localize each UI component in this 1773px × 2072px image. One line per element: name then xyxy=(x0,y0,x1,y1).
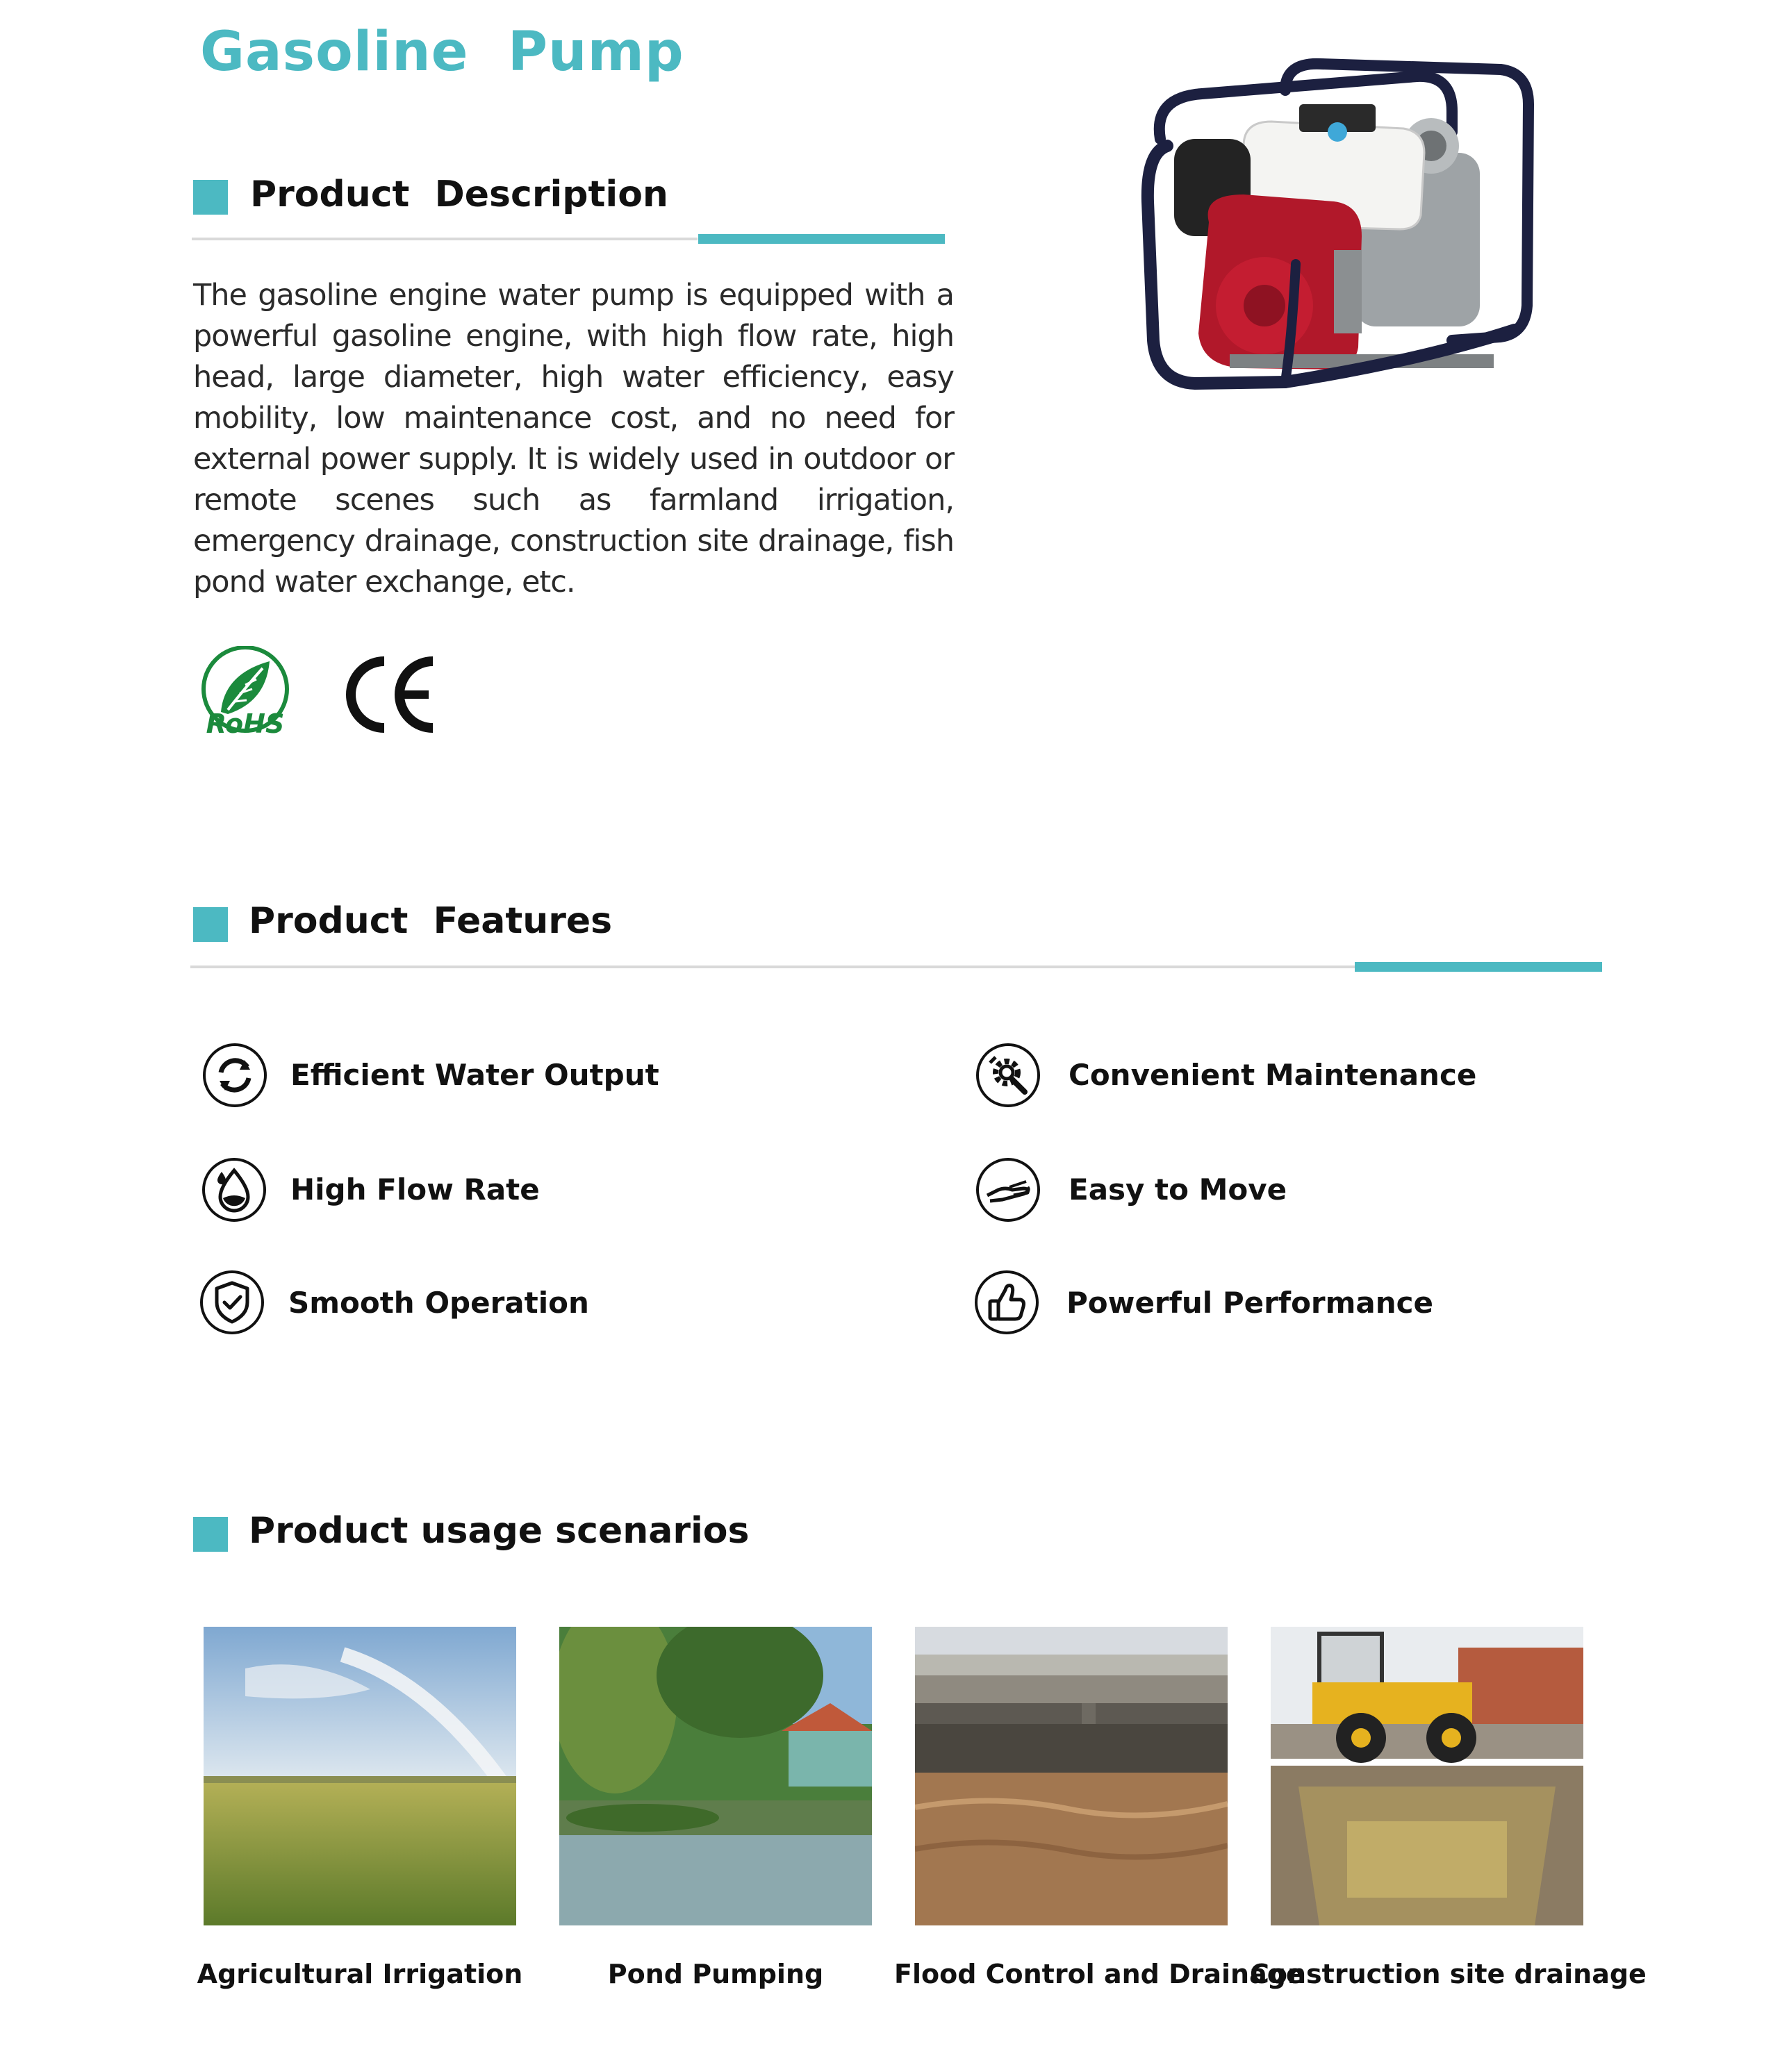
gear-wrench-icon xyxy=(975,1042,1041,1109)
section-heading-scenarios: Product usage scenarios xyxy=(249,1510,750,1552)
refresh-icon xyxy=(201,1042,268,1109)
rohs-label: RoHS xyxy=(206,708,285,739)
section-divider-accent xyxy=(698,234,945,244)
scenario-image-irrigation xyxy=(204,1627,516,1925)
scenario-image-pond xyxy=(559,1627,872,1925)
scenario-caption: Pond Pumping xyxy=(607,1959,824,1989)
section-divider-accent xyxy=(1355,962,1602,972)
feature-label: Powerful Performance xyxy=(1066,1286,1434,1320)
section-heading-description: Product Description xyxy=(250,174,668,215)
ce-logo xyxy=(344,653,438,736)
page-title: Gasoline Pump xyxy=(200,21,684,83)
section-marker xyxy=(193,907,228,942)
feature-label: Smooth Operation xyxy=(288,1286,589,1320)
feature-label: Easy to Move xyxy=(1069,1172,1287,1207)
scenario-caption: Agricultural Irrigation xyxy=(197,1959,523,1989)
scenario-image-flood xyxy=(915,1627,1228,1925)
feature-label: Efficient Water Output xyxy=(290,1058,659,1092)
rohs-logo xyxy=(197,646,294,740)
product-description-text: The gasoline engine water pump is equipped with a powerful gasoline engine, with high flow rate, high head, large diameter, high water efficiency, easy mobility, low maintenance cost, and no need for external power supply. It is widely used in outdoor or remote scenes such as farmland irrigation, emergency drainage, construction site drainage, fish pond water exchange, etc. xyxy=(193,278,954,599)
water-drop-icon xyxy=(201,1157,267,1223)
hand-icon xyxy=(975,1157,1041,1223)
section-marker xyxy=(193,180,228,215)
product-image xyxy=(1125,56,1542,417)
section-divider xyxy=(190,965,1355,968)
section-heading-features: Product Features xyxy=(249,900,613,942)
scenario-caption: Construction site drainage xyxy=(1250,1959,1647,1989)
section-marker xyxy=(193,1517,228,1552)
shield-check-icon xyxy=(199,1269,265,1336)
scenario-caption: Flood Control and Drainage xyxy=(894,1959,1304,1989)
thumbs-up-icon xyxy=(973,1269,1040,1336)
scenario-image-construction xyxy=(1271,1627,1583,1925)
feature-label: High Flow Rate xyxy=(290,1172,540,1207)
feature-label: Convenient Maintenance xyxy=(1069,1058,1477,1092)
section-divider xyxy=(192,238,698,240)
